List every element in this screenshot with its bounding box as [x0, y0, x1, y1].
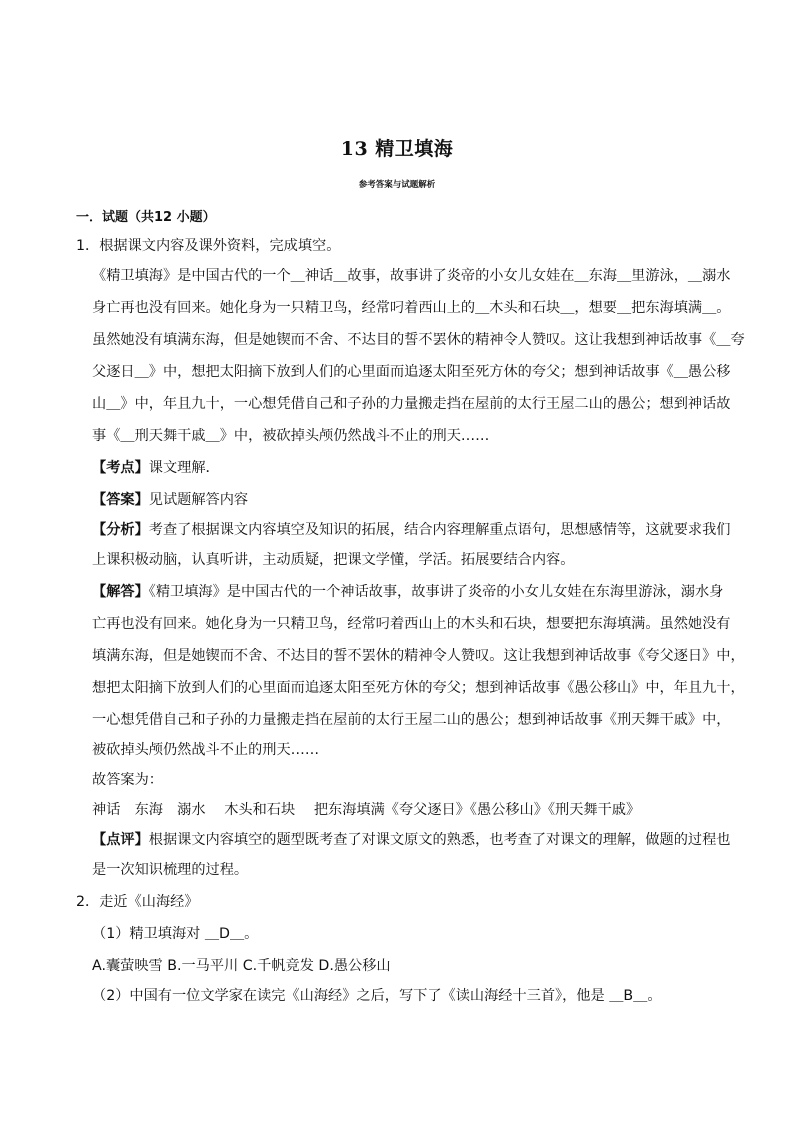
kaodian-row [92, 458, 220, 478]
fenxi-row [92, 520, 730, 540]
q2-sub1-options: A.囊萤映雪 B.一马平川 C.千帆竞发 D.愚公移山 [92, 958, 391, 974]
q2-sub2-answer: ＿B＿ [609, 988, 648, 1004]
dianping-tag: 【点评】 [92, 832, 149, 848]
daan-tag: 【答案】 [92, 492, 149, 508]
q2-sub1-prefix: （1）精卫填海对 [92, 926, 201, 942]
q2-sub2-suffix: 。 [647, 988, 662, 1004]
q2-sub1 [92, 924, 258, 944]
jieda-row [92, 582, 723, 602]
q2-sub1-suffix: 。 [244, 926, 259, 942]
daan-row [92, 490, 248, 510]
answer-label: 故答案为： [92, 772, 163, 788]
jieda-line: 《精卫填海》是中国古代的一个神话故事，故事讲了炎帝的小女儿女娃在东海里游泳，溺水身 [148, 584, 724, 600]
q2-stem: 2．走近《山海经》 [76, 894, 199, 910]
q1-passage-line: 虽然她没有填满东海，但是她锲而不舍、不达目的誓不罢休的精神令人赞叹。这让我想到神话故事《＿夸 [92, 332, 745, 348]
jieda-line: 一心想凭借自己和子孙的力量搬走挡在屋前的太行王屋二山的愚公；想到神话故事《刑天舞干戚》中， [92, 712, 731, 728]
jieda-line: 被砍掉头颅仍然战斗不止的刑天…… [92, 742, 320, 758]
fenxi-line: 考查了根据课文内容填空及知识的拓展，结合内容理解重点语句，思想感情等，这就要求我们 [148, 522, 731, 538]
fenxi-tag: 【分析】 [92, 522, 149, 538]
jieda-line: 想把太阳摘下放到人们的心里面而追逐太阳至死方休的夸父；想到神话故事《愚公移山》中，年且九十， [92, 680, 745, 696]
q2-sub2 [92, 986, 662, 1006]
fenxi-line: 上课积极动脑，认真听讲，主动质疑，把课文学懂，学活。拓展要结合内容。 [92, 552, 575, 568]
q2-sub2-prefix: （2）中国有一位文学家在读完《山海经》之后，写下了《读山海经十三首》，他是 [92, 988, 605, 1004]
daan-text: 见试题解答内容 [148, 492, 249, 508]
section-heading: 一．试题（共12 小题） [76, 210, 216, 225]
q1-passage-line: 事《＿刑天舞干戚＿》中，被砍掉头颅仍然战斗不止的刑天…… [92, 428, 490, 444]
dianping-row [92, 830, 730, 850]
q1-passage-line: 山＿》中，年且九十，一心想凭借自己和子孙的力量搬走挡在屋前的太行王屋二山的愚公；想到神话故 [92, 396, 731, 412]
jieda-line: 亡再也没有回来。她化身为一只精卫鸟，经常叼着西山上的木头和石块，想要把东海填满。虽然她没有 [92, 616, 731, 632]
dianping-line: 是一次知识梳理的过程。 [92, 862, 249, 878]
jieda-tag: 【解答】 [92, 584, 149, 600]
page-title: 13 精卫填海 [340, 138, 454, 160]
q1-passage-line: 身亡再也没有回来。她化身为一只精卫鸟，经常叼着西山上的＿木头和石块＿，想要＿把东海填满＿。 [92, 300, 731, 316]
page-subtitle: 参考答案与试题解析 [358, 180, 436, 190]
q1-stem: 1．根据课文内容及课外资料，完成填空。 [76, 238, 341, 254]
q2-sub1-answer: ＿D＿ [204, 926, 245, 942]
jieda-line: 填满东海，但是她锲而不舍、不达目的誓不罢休的精神令人赞叹。这让我想到神话故事《夸父逐日》中， [92, 648, 745, 664]
kaodian-text: 课文理解． [148, 460, 220, 476]
q1-passage-line: 《精卫填海》是中国古代的一个＿神话＿故事，故事讲了炎帝的小女儿女娃在＿东海＿里游泳，＿溺水 [92, 268, 731, 284]
q1-passage-line: 父逐日＿》中，想把太阳摘下放到人们的心里面而追逐太阳至死方休的夸父；想到神话故事《＿愚公移 [92, 364, 731, 380]
kaodian-tag: 【考点】 [92, 460, 149, 476]
answer-line: 神话 东海 溺水 木头和石块 把东海填满《夸父逐日》《愚公移山》《刑天舞干戚》 [92, 802, 641, 818]
dianping-line: 根据课文内容填空的题型既考查了对课文原文的熟悉，也考查了对课文的理解，做题的过程也 [148, 832, 731, 848]
